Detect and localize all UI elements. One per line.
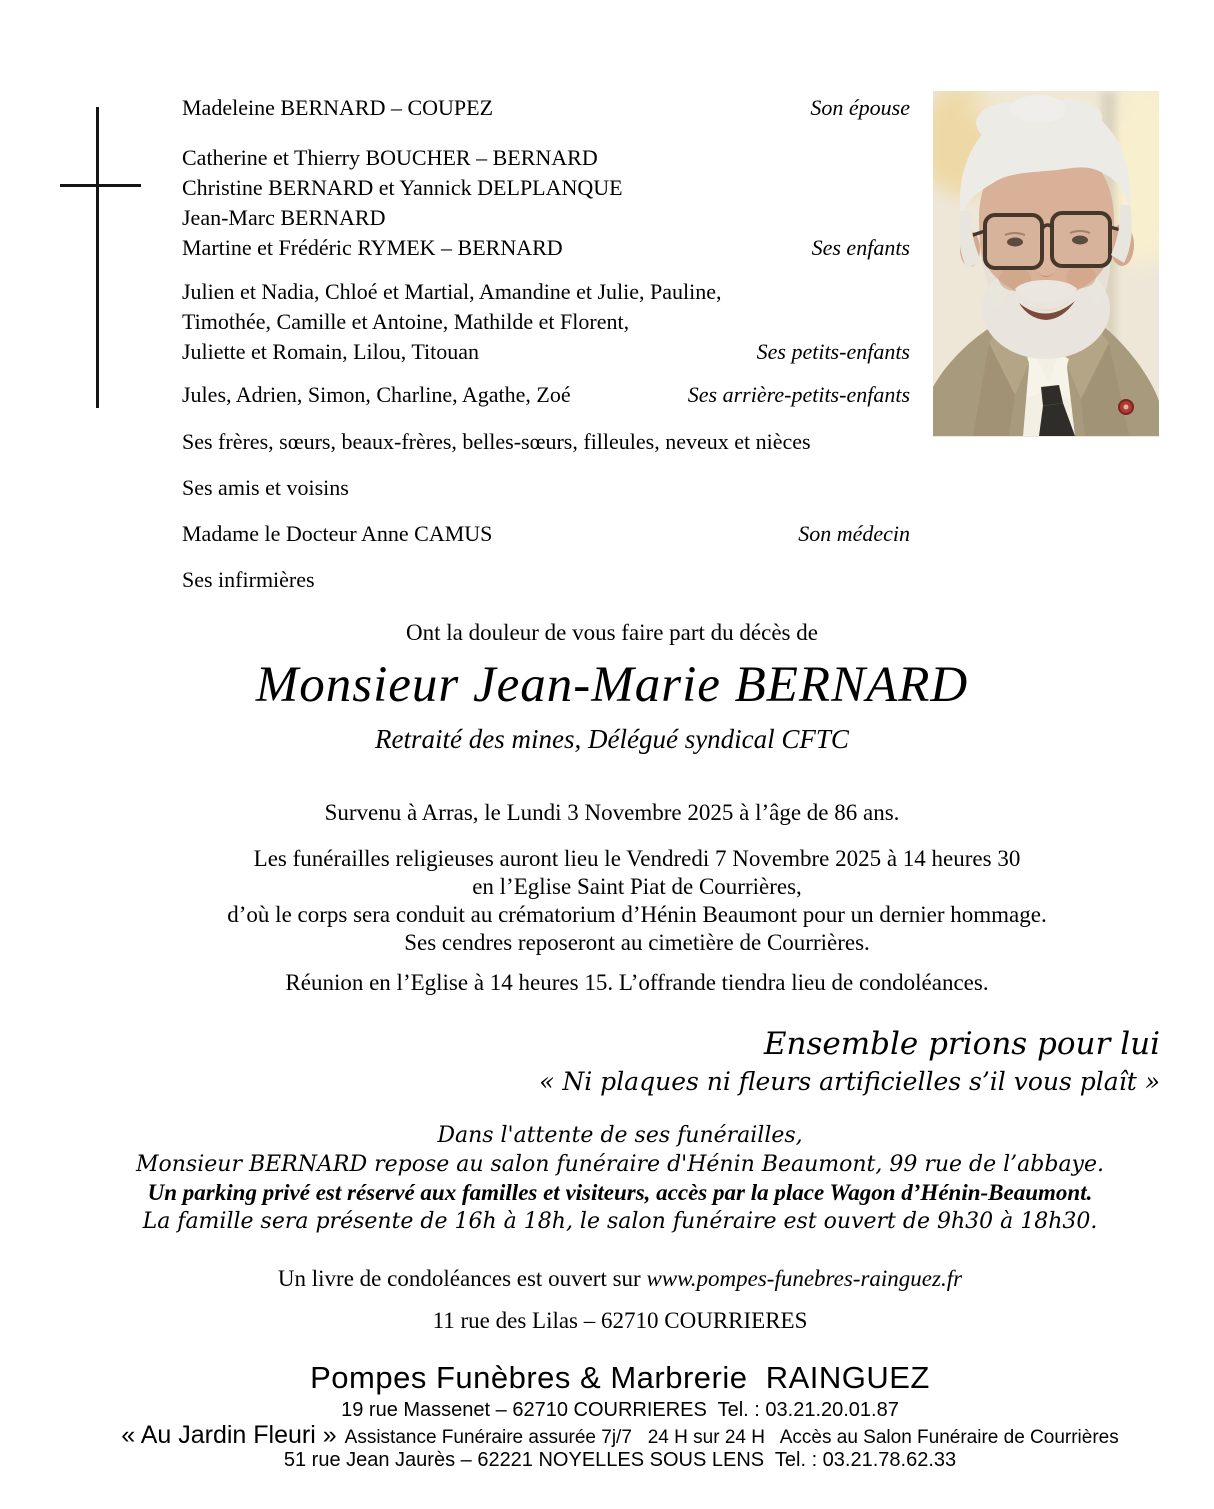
prayer-block [539, 1024, 1160, 1099]
family-row [182, 337, 910, 367]
funeral-home-brand-line [20, 1421, 1214, 1452]
prayer-heading: Ensemble prions pour lui [763, 1026, 1160, 1062]
family-row [182, 519, 910, 549]
condolence-text: Un livre de condoléances est ouvert sur [277, 1266, 647, 1291]
family-row [182, 277, 910, 307]
family-row [182, 173, 910, 203]
relation-label: Ses arrière-petits-enfants [687, 382, 910, 407]
family-names: Julien et Nadia, Chloé et Martial, Amandine et Julie, Pauline, [182, 279, 722, 304]
family-names: Jean-Marc BERNARD [182, 205, 386, 230]
family-row [182, 93, 910, 123]
repose-block [20, 1122, 1214, 1236]
family-names: Jules, Adrien, Simon, Charline, Agathe, Zoé [182, 382, 571, 407]
repose-line: Dans l'attente de ses funérailles, [437, 1123, 803, 1148]
family-row [182, 307, 910, 337]
funeral-line: Les funérailles religieuses auront lieu le Vendredi 7 Novembre 2025 à 14 heures 30 [253, 846, 1021, 871]
relation-label: Son médecin [798, 521, 910, 546]
family-names: Martine et Frédéric RYMEK – BERNARD [182, 235, 563, 260]
condolence-book-line [20, 1266, 1214, 1292]
portrait-photo [933, 91, 1159, 437]
funeral-line: d’où le corps sera conduit au crématorium d’Hénin Beaumont pour un dernier hommage. [227, 902, 1047, 927]
head [959, 95, 1134, 359]
parking-notice: Un parking privé est réservé aux familles et visiteurs, accès par la place Wagon d’Hénin-Beaumont. [147, 1180, 1093, 1205]
family-list [182, 93, 910, 595]
family-row [182, 380, 910, 410]
family-names: Ses amis et voisins [182, 475, 349, 500]
funeral-home-name: Pompes Funèbres & Marbrerie RAINGUEZ [310, 1360, 930, 1395]
family-row [182, 473, 910, 503]
book-address: 11 rue des Lilas – 62710 COURRIERES [432, 1308, 808, 1333]
family-row [182, 427, 910, 457]
reunion-line: Réunion en l’Eglise à 14 heures 15. L’offrande tiendra lieu de condoléances. [285, 970, 989, 995]
family-names: Ses frères, sœurs, beaux-frères, belles-sœurs, filleules, neveux et nièces [182, 429, 811, 454]
family-names: Catherine et Thierry BOUCHER – BERNARD [182, 145, 598, 170]
family-names: Madeleine BERNARD – COUPEZ [182, 95, 494, 120]
funeral-home-address-1: 19 rue Massenet – 62710 COURRIERES Tel. : 03.21.20.01.87 [341, 1399, 899, 1421]
tie [1041, 385, 1063, 406]
repose-line: La famille sera présente de 16h à 18h, le salon funéraire est ouvert de 9h30 à 18h30. [142, 1208, 1098, 1234]
deceased-name: Monsieur Jean-Marie BERNARD [255, 657, 969, 713]
announcement-intro: Ont la douleur de vous faire part du décès de [406, 620, 818, 645]
family-names: Ses infirmières [182, 567, 315, 592]
funeral-details [30, 845, 1214, 957]
family-names: Madame le Docteur Anne CAMUS [182, 521, 493, 546]
relation-label: Ses petits-enfants [756, 339, 910, 364]
family-names: Christine BERNARD et Yannick DELPLANQUE [182, 175, 623, 200]
family-row [182, 233, 910, 263]
funeral-line: Ses cendres reposeront au cimetière de Courrières. [404, 930, 870, 955]
death-details-line: Survenu à Arras, le Lundi 3 Novembre 2025 à l’âge de 86 ans. [324, 800, 900, 825]
family-names: Timothée, Camille et Antoine, Mathilde et Florent, [182, 309, 630, 334]
family-names: Juliette et Romain, Lilou, Titouan [182, 339, 479, 364]
family-row [182, 565, 910, 595]
funeral-home-brand: « Au Jardin Fleuri » [121, 1421, 337, 1449]
repose-line: Monsieur BERNARD repose au salon funéraire d'Hénin Beaumont, 99 rue de l’abbaye. [135, 1151, 1104, 1177]
no-flowers-line: « Ni plaques ni fleurs artificielles s’il vous plaît » [539, 1067, 1160, 1096]
relation-label: Son épouse [810, 95, 910, 120]
relation-label: Ses enfants [811, 235, 910, 260]
family-row [182, 143, 910, 173]
cross-vertical-bar [96, 107, 99, 408]
funeral-line: en l’Eglise Saint Piat de Courrières, [472, 874, 802, 899]
family-row [182, 203, 910, 233]
funeral-home-services: Assistance Funéraire assurée 7j/7 24 H sur 24 H Accès au Salon Funéraire de Courrières [344, 1427, 1119, 1448]
condolence-url: www.pompes-funebres-rainguez.fr [646, 1266, 963, 1291]
funeral-home-address-2: 51 rue Jean Jaurès – 62221 NOYELLES SOUS LENS Tel. : 03.21.78.62.33 [283, 1449, 957, 1471]
cross-horizontal-bar [60, 184, 141, 187]
deceased-subtitle: Retraité des mines, Délégué syndical CFTC [375, 724, 849, 754]
